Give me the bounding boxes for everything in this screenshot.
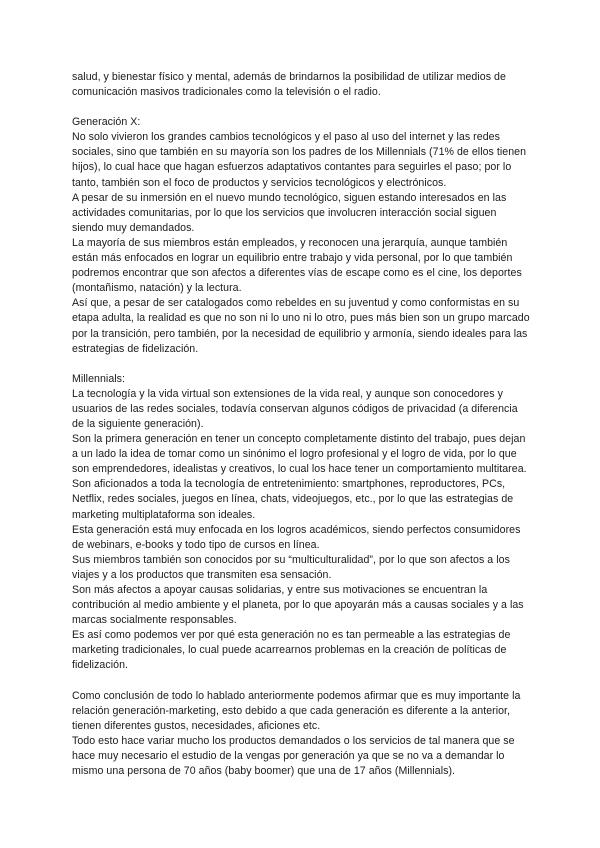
millennials-paragraph: La tecnología y la vida virtual son extensiones de la vida real, y aunque son conocedores y usuarios de las redes sociales, todavía conservan algunos códigos de privacidad (a diferencia de la siguiente generación). bbox=[72, 387, 518, 430]
generation-x-paragraph: A pesar de su inmersión en el nuevo mundo tecnológico, siguen estando interesados en las actividades comunitarias, por lo que los servicios que involucren interacción social siguen siendo muy demandados. bbox=[72, 191, 507, 234]
conclusion-section bbox=[72, 689, 530, 780]
millennials-paragraph: Sus miembros también son conocidos por su “multiculturalidad”, por lo que son afectos a los viajes y a los productos que transmiten esa sensación. bbox=[72, 553, 510, 581]
intro-paragraph: salud, y bienestar físico y mental, además de brindarnos la posibilidad de utilizar medios de comunicación masivos tradicionales como la televisión o el radio. bbox=[72, 71, 506, 99]
millennials-heading: Millennials: bbox=[72, 372, 125, 385]
generation-x-heading: Generación X: bbox=[72, 116, 141, 129]
millennials-section bbox=[72, 372, 530, 674]
conclusion-paragraph: Como conclusión de todo lo hablado anteriormente podemos afirmar que es muy importante la relación generación-marketing, esto debido a que cada generación es diferente a la anterior, tienen diferentes gustos, necesidades, aficiones etc. bbox=[72, 689, 521, 732]
millennials-paragraph: Esta generación está muy enfocada en los logros académicos, siendo perfectos consumidores de webinars, e-books y todo tipo de cursos en línea. bbox=[72, 523, 521, 551]
millennials-paragraph: Son más afectos a apoyar causas solidarias, y entre sus motivaciones se encuentran la contribución al medio ambiente y el planeta, por lo que apoyarán más a causas sociales y a las marcas socialmente responsables. bbox=[72, 584, 524, 627]
section-gap bbox=[72, 357, 530, 372]
generation-x-section bbox=[72, 115, 530, 357]
section-gap bbox=[72, 100, 530, 115]
generation-x-paragraph: No solo vivieron los grandes cambios tecnológicos y el paso al uso del internet y las redes sociales, sino que también en su mayoría son los padres de los Millennials (71% de ellos tienen hijos), lo cual hace que hagan esfuerzos adaptativos contantes para seguirles el paso; por lo tanto, también son el foco de productos y servicios tecnológicos y electrónicos. bbox=[72, 131, 527, 189]
millennials-paragraph: Son la primera generación en tener un concepto completamente distinto del trabajo, pues dejan a un lado la idea de tomar como un sinónimo el logro profesional y el logro de vida, por lo que son emprendedores, idealistas y creativos, lo cual los hace tener un comportamiento multitarea. bbox=[72, 433, 527, 476]
conclusion-paragraph: Todo esto hace variar mucho los productos demandados o los servicios de tal manera que se hace muy necesario el estudio de la vengas por generación ya que se no va a demandar lo mismo una persona de 70 años (baby boomer) que una de 17 años (Millennials). bbox=[72, 734, 515, 778]
millennials-paragraph: Es así como podemos ver por qué esta generación no es tan permeable a las estrategias de marketing tradicionales, lo cual puede acarrearnos problemas en la creación de políticas de fidelización. bbox=[72, 629, 511, 672]
section-gap bbox=[72, 674, 530, 689]
generation-x-paragraph: Así que, a pesar de ser catalogados como rebeldes en su juventud y como conformistas en su etapa adulta, la realidad es que no son ni lo uno ni lo otro, pues más bien son un grupo marcado por la transición, pero también, por la necesidad de equilibrio y armonía, siendo ideales para las estrategias de fidelización. bbox=[72, 297, 530, 355]
millennials-paragraph: Son aficionados a toda la tecnología de entretenimiento: smartphones, reproductores, PCs, Netflix, redes sociales, juegos en línea, chats, videojuegos, etc., por lo que las estrategias de marketing multiplataforma son ideales. bbox=[72, 478, 514, 521]
generation-x-paragraph: La mayoría de sus miembros están empleados, y reconocen una jerarquía, aunque también están más enfocados en lograr un equilibrio entre trabajo y vida personal, por lo que también podremos encontrar que son afectos a diferentes vías de escape como es el cine, los deportes (montañismo, natación) y la lectura. bbox=[72, 236, 522, 295]
